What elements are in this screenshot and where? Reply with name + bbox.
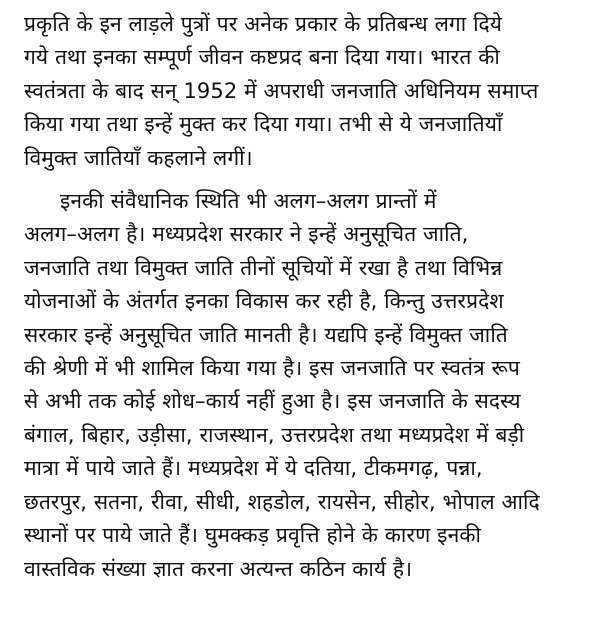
- text-line: स्थानों पर पाये जाते हैं। घुमक्कड़ प्रवृत्ति होने के कारण इनकी: [24, 523, 482, 548]
- text-line: जनजाति तथा विमुक्त जाति तीनों सूचियों में रखा है तथा विभिन्न: [24, 255, 503, 280]
- paragraph-2: [24, 185, 582, 586]
- text-line: वास्तविक संख्या ज्ञात करना अत्यन्त कठिन कार्य है।: [24, 556, 413, 581]
- text-line: से अभी तक कोई शोध–कार्य नहीं हुआ है। इस जनजाति के सदस्य: [24, 389, 521, 414]
- text-line: मात्रा में पाये जाते हैं। मध्यप्रदेश में ये दतिया, टीकमगढ़, पन्ना,: [24, 456, 483, 481]
- text-line: छतरपुर, सतना, रीवा, सीधी, शहडोल, रायसेन, सीहोर, भोपाल आदि: [24, 489, 540, 514]
- text-line: प्रकृति के इन लाड़ले पुत्रों पर अनेक प्रकार के प्रतिबन्ध लगा दिये: [24, 12, 503, 36]
- text-line: योजनाओं के अंतर्गत इनका विकास कर रही है, किन्तु उत्तरप्रदेश: [24, 289, 504, 314]
- text-line: किया गया तथा इन्हें मुक्त कर दिया गया। तभी से ये जनजातियाँ: [24, 112, 503, 137]
- text-line: सरकार इन्हें अनुसूचित जाति मानती है। यद्यपि इन्हें विमुक्त जाति: [24, 322, 508, 347]
- text-line: की श्रेणी में भी शामिल किया गया है। इस जनजाति पर स्वतंत्र रूप: [24, 356, 520, 381]
- text-line: स्वतंत्रता के बाद सन् 1952 में अपराधी जनजाति अधिनियम समाप्त: [24, 78, 539, 103]
- paragraph-1: [24, 8, 582, 175]
- text-line: गये तथा इनका सम्पूर्ण जीवन कष्टप्रद बना दिया गया। भारत की: [24, 45, 500, 70]
- text-line: अलग–अलग है। मध्यप्रदेश सरकार ने इन्हें अनुसूचित जाति,: [24, 222, 469, 247]
- text-line-indented: इनकी संवैधानिक स्थिति भी अलग–अलग प्रान्तों में: [60, 189, 437, 214]
- text-line: बंगाल, बिहार, उड़ीसा, राजस्थान, उत्तरप्रदेश तथा मध्यप्रदेश में बड़ी: [24, 422, 525, 447]
- text-line: विमुक्त जातियाँ कहलाने लगीं।: [24, 145, 253, 170]
